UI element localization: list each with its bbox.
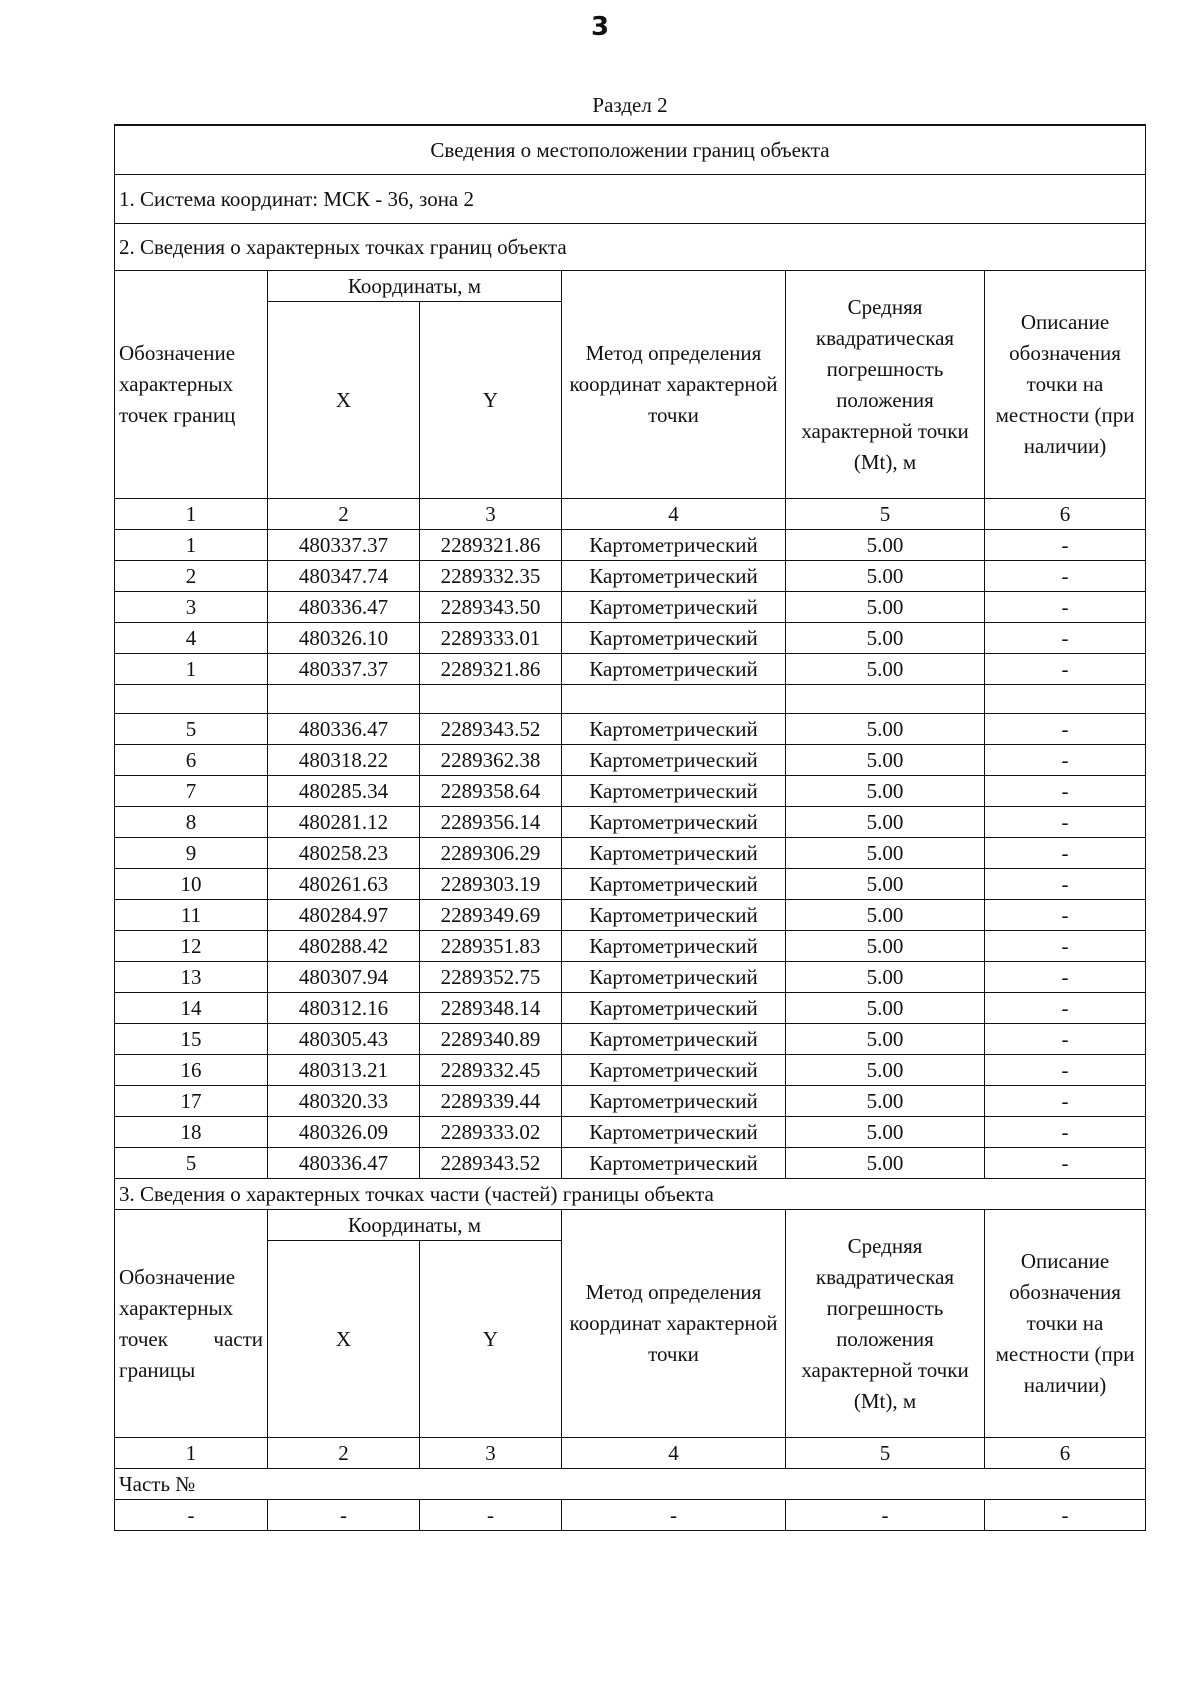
- header-x: X: [268, 1241, 420, 1438]
- section-title: Раздел 2: [592, 93, 668, 117]
- table-cell: 5.00: [786, 1086, 985, 1117]
- table-cell: 2289321.86: [420, 530, 562, 561]
- column-number: 4: [562, 499, 786, 530]
- table-cell: 16: [115, 1055, 268, 1086]
- table-cell: Картометрический: [562, 993, 786, 1024]
- table-cell: Картометрический: [562, 869, 786, 900]
- table-row: [115, 654, 1146, 685]
- table-cell: 9: [115, 838, 268, 869]
- header-coordinates: Координаты, м: [268, 271, 562, 302]
- column-number: 1: [115, 499, 268, 530]
- empty-cell: [420, 685, 562, 714]
- table-row: [115, 776, 1146, 807]
- table-cell: 2289333.01: [420, 623, 562, 654]
- table-cell: 480261.63: [268, 869, 420, 900]
- table-cell: 18: [115, 1117, 268, 1148]
- table-cell: 5.00: [786, 745, 985, 776]
- table-row: [115, 1117, 1146, 1148]
- table-cell: 8: [115, 807, 268, 838]
- coordinate-system: 1. Система координат: МСК - 36, зона 2: [115, 175, 1146, 224]
- table-cell: 7: [115, 776, 268, 807]
- table-cell: -: [985, 530, 1146, 561]
- table-cell: 5: [115, 714, 268, 745]
- column-number: 3: [420, 499, 562, 530]
- table-cell: 5.00: [786, 776, 985, 807]
- table-cell: 1: [115, 530, 268, 561]
- table-cell: -: [985, 1500, 1146, 1531]
- part-label-row: [115, 1469, 1146, 1500]
- table-row: [115, 592, 1146, 623]
- table-cell: Картометрический: [562, 654, 786, 685]
- header-x: X: [268, 302, 420, 499]
- table-cell: Картометрический: [562, 561, 786, 592]
- table-cell: 2289321.86: [420, 654, 562, 685]
- part-label: Часть №: [115, 1469, 1146, 1500]
- column-number: 2: [268, 499, 420, 530]
- table-cell: 14: [115, 993, 268, 1024]
- table-cell: 3: [115, 592, 268, 623]
- table-cell: 2289303.19: [420, 869, 562, 900]
- table-cell: 480284.97: [268, 900, 420, 931]
- table-cell: Картометрический: [562, 1117, 786, 1148]
- table-cell: 15: [115, 1024, 268, 1055]
- table-cell: Картометрический: [562, 745, 786, 776]
- table-cell: -: [985, 623, 1146, 654]
- table-cell: -: [985, 807, 1146, 838]
- table-cell: 5.00: [786, 1024, 985, 1055]
- table-cell: 2289343.52: [420, 1148, 562, 1179]
- table-cell: 5.00: [786, 838, 985, 869]
- table-cell: 5.00: [786, 530, 985, 561]
- table-cell: 5.00: [786, 654, 985, 685]
- table-cell: 5.00: [786, 900, 985, 931]
- table-row: [115, 1024, 1146, 1055]
- table-cell: 5.00: [786, 869, 985, 900]
- table-cell: Картометрический: [562, 776, 786, 807]
- column-number: 4: [562, 1438, 786, 1469]
- table-cell: Картометрический: [562, 592, 786, 623]
- table-cell: Картометрический: [562, 838, 786, 869]
- table-cell: 480336.47: [268, 714, 420, 745]
- table-cell: 480281.12: [268, 807, 420, 838]
- table-row: [115, 869, 1146, 900]
- empty-cell: [562, 685, 786, 714]
- table-cell: 480318.22: [268, 745, 420, 776]
- column-number: 5: [786, 499, 985, 530]
- empty-cell: [115, 685, 268, 714]
- table-cell: 2289358.64: [420, 776, 562, 807]
- table-cell: -: [985, 1117, 1146, 1148]
- column-number: 6: [985, 499, 1146, 530]
- page-number: 3: [590, 12, 610, 42]
- table-cell: 2289332.35: [420, 561, 562, 592]
- header-method: Метод определения координат характерной точки: [562, 271, 786, 499]
- table-cell: Картометрический: [562, 714, 786, 745]
- table-cell: 6: [115, 745, 268, 776]
- table-cell: 480313.21: [268, 1055, 420, 1086]
- table-cell: 2289362.38: [420, 745, 562, 776]
- table-cell: -: [985, 1086, 1146, 1117]
- table-cell: 12: [115, 931, 268, 962]
- table-cell: -: [985, 654, 1146, 685]
- column-number: 2: [268, 1438, 420, 1469]
- table-cell: 5.00: [786, 714, 985, 745]
- table-cell: -: [786, 1500, 985, 1531]
- table-cell: 2289351.83: [420, 931, 562, 962]
- section3-title: 3. Сведения о характерных точках части (частей) границы объекта: [115, 1179, 1146, 1210]
- table-cell: -: [985, 776, 1146, 807]
- header-accuracy: Средняя квадратическая погрешность положения характерной точки (Mt), м: [786, 271, 985, 499]
- table-cell: 2289349.69: [420, 900, 562, 931]
- table-cell: Картометрический: [562, 962, 786, 993]
- table-cell: 480288.42: [268, 931, 420, 962]
- table-cell: 2289333.02: [420, 1117, 562, 1148]
- table-cell: 480336.47: [268, 1148, 420, 1179]
- table-cell: 2289339.44: [420, 1086, 562, 1117]
- table-cell: 480320.33: [268, 1086, 420, 1117]
- section3-column-numbers-row: [115, 1438, 1146, 1469]
- table-cell: Картометрический: [562, 623, 786, 654]
- table-cell: -: [268, 1500, 420, 1531]
- table-cell: Картометрический: [562, 900, 786, 931]
- table-row: [115, 993, 1146, 1024]
- table-cell: 2289352.75: [420, 962, 562, 993]
- table-row: [115, 838, 1146, 869]
- table-cell: -: [985, 962, 1146, 993]
- table-cell: -: [985, 869, 1146, 900]
- table-cell: 2289340.89: [420, 1024, 562, 1055]
- column-number: 6: [985, 1438, 1146, 1469]
- table-cell: -: [985, 745, 1146, 776]
- table-cell: 480307.94: [268, 962, 420, 993]
- table-cell: -: [985, 561, 1146, 592]
- table-cell: 480312.16: [268, 993, 420, 1024]
- empty-cell: [786, 685, 985, 714]
- header-y: Y: [420, 1241, 562, 1438]
- header-method: Метод определения координат характерной точки: [562, 1210, 786, 1438]
- table-row: [115, 1055, 1146, 1086]
- table-cell: -: [985, 900, 1146, 931]
- empty-cell: [268, 685, 420, 714]
- table-cell: -: [985, 1055, 1146, 1086]
- header-description: Описание обозначения точки на местности (при наличии): [985, 271, 1146, 499]
- table-cell: 5.00: [786, 592, 985, 623]
- table-cell: 480337.37: [268, 654, 420, 685]
- table-cell: 480326.10: [268, 623, 420, 654]
- table-row: [115, 962, 1146, 993]
- table-cell: 2289356.14: [420, 807, 562, 838]
- table-cell: -: [985, 838, 1146, 869]
- section3-header-row: [115, 1210, 1146, 1241]
- table-cell: 5.00: [786, 1055, 985, 1086]
- table-row: [115, 1086, 1146, 1117]
- table-cell: 2289343.52: [420, 714, 562, 745]
- table-cell: 2289332.45: [420, 1055, 562, 1086]
- table-cell: 1: [115, 654, 268, 685]
- table-cell: 5.00: [786, 931, 985, 962]
- column-number: 1: [115, 1438, 268, 1469]
- header-coordinates: Координаты, м: [268, 1210, 562, 1241]
- table-cell: 17: [115, 1086, 268, 1117]
- table-cell: 5.00: [786, 1117, 985, 1148]
- table-cell: -: [985, 1024, 1146, 1055]
- table-cell: Картометрический: [562, 1055, 786, 1086]
- table-cell: 480258.23: [268, 838, 420, 869]
- section2-column-numbers-row: [115, 499, 1146, 530]
- table-cell: 5.00: [786, 561, 985, 592]
- table-cell: 480305.43: [268, 1024, 420, 1055]
- table-cell: 10: [115, 869, 268, 900]
- table-row: [115, 807, 1146, 838]
- table-cell: Картометрический: [562, 1086, 786, 1117]
- header-description: Описание обозначения точки на местности (при наличии): [985, 1210, 1146, 1438]
- header-accuracy: Средняя квадратическая погрешность положения характерной точки (Mt), м: [786, 1210, 985, 1438]
- table-cell: Картометрический: [562, 931, 786, 962]
- table-cell: 13: [115, 962, 268, 993]
- table-row: [115, 745, 1146, 776]
- part-row: [115, 1500, 1146, 1531]
- table-cell: 5.00: [786, 993, 985, 1024]
- section2-title: 2. Сведения о характерных точках границ объекта: [115, 224, 1146, 271]
- table-cell: 480326.09: [268, 1117, 420, 1148]
- header-point-label: Обозначение характерных точек части границы: [115, 1210, 268, 1438]
- table-cell: 2289343.50: [420, 592, 562, 623]
- table-cell: Картометрический: [562, 1024, 786, 1055]
- table-cell: 2289306.29: [420, 838, 562, 869]
- empty-cell: [985, 685, 1146, 714]
- table-cell: 480285.34: [268, 776, 420, 807]
- header-point-label: Обозначение характерных точек границ: [115, 271, 268, 499]
- table-cell: -: [985, 931, 1146, 962]
- table-row: [115, 931, 1146, 962]
- column-number: 3: [420, 1438, 562, 1469]
- table-cell: 2289348.14: [420, 993, 562, 1024]
- table-row: [115, 714, 1146, 745]
- table-cell: -: [985, 592, 1146, 623]
- table-cell: 5.00: [786, 962, 985, 993]
- table-cell: 5: [115, 1148, 268, 1179]
- column-number: 5: [786, 1438, 985, 1469]
- table-cell: 5.00: [786, 807, 985, 838]
- table-row: [115, 530, 1146, 561]
- table-cell: -: [420, 1500, 562, 1531]
- table-cell: 480337.37: [268, 530, 420, 561]
- table-cell: Картометрический: [562, 1148, 786, 1179]
- table-cell: -: [562, 1500, 786, 1531]
- table-row: [115, 623, 1146, 654]
- boundary-table: [114, 124, 1146, 1531]
- table-cell: 4: [115, 623, 268, 654]
- table-cell: 11: [115, 900, 268, 931]
- table-cell: 5.00: [786, 623, 985, 654]
- table-row: [115, 1148, 1146, 1179]
- separator-row: [115, 685, 1146, 714]
- table-row: [115, 900, 1146, 931]
- table-cell: 2: [115, 561, 268, 592]
- table-cell: -: [985, 714, 1146, 745]
- table-cell: -: [985, 1148, 1146, 1179]
- section3-title-row: [115, 1179, 1146, 1210]
- table-cell: 480336.47: [268, 592, 420, 623]
- header-y: Y: [420, 302, 562, 499]
- table-cell: 5.00: [786, 1148, 985, 1179]
- table-title: Сведения о местоположении границ объекта: [115, 125, 1146, 175]
- table-cell: 480347.74: [268, 561, 420, 592]
- table-cell: -: [985, 993, 1146, 1024]
- table-cell: -: [115, 1500, 268, 1531]
- section2-header-row: [115, 271, 1146, 302]
- table-row: [115, 561, 1146, 592]
- table-cell: Картометрический: [562, 530, 786, 561]
- table-cell: Картометрический: [562, 807, 786, 838]
